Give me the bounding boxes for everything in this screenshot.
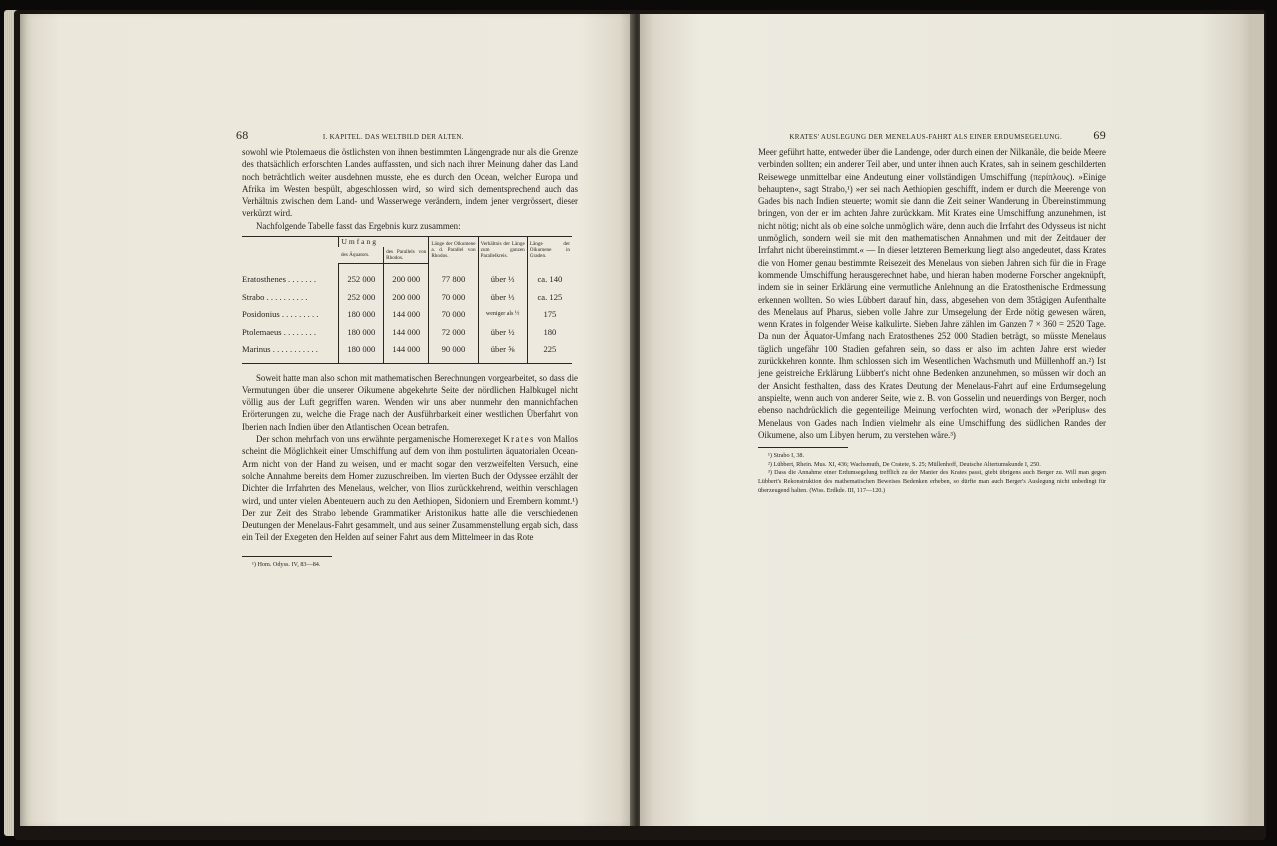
cell-laenge: 72 000 (429, 323, 478, 341)
cell-verhaeltnis: über ½ (478, 323, 527, 341)
cell-name: Ptolemaeus . . . . . . . . (242, 326, 316, 337)
footnote: ¹) Hom. Odyss. IV, 83—84. (252, 560, 321, 568)
cell-aequator: 180 000 (339, 323, 384, 341)
right-body-text (758, 146, 1106, 441)
cell-verhaeltnis: über ⅝ (478, 341, 527, 364)
cell-name: Eratosthenes . . . . . . . (242, 273, 316, 284)
table-row (242, 288, 572, 306)
right-page-content (758, 128, 1106, 495)
cell-rhodos: 144 000 (384, 341, 429, 364)
left-body-text (242, 146, 578, 544)
page-number-left: 68 (236, 128, 249, 142)
paragraph: Meer geführt hatte, entweder über die Landenge, oder durch einen der Nilkanäle, die beide Meere verbinden sollten; ein anderer Teil aber, und unter ihnen auch Krates, sah in seinem geschilderten Reisewege unmittelbar eine Andeutung einer vollständigen Umschiffung (περίπλους). »Einige behaupten«, sagt Strabo,¹) »er sei nach Aethiopien geschifft, indem er durch die Meerenge von Gades bis nach Indien steuerte; womit sie dann die Zeit seiner Wanderung in Übereinstimmung bringen, von der er im achten Jahre zurückkam. Mit Krates eine Umschiffung anzunehmen, ist nicht nötig; nicht als ob eine solche unmöglich wäre, denn auch die Irrfahrt des Odysseus ist nicht unmöglich, sondern weil sie mit den mathematischen Annahmen und mit der Zeitdauer der Irrfahrt nicht übereinstimmt.« — In dieser letzteren Bemerkung liegt also angedeutet, dass Krates die von Homer genau bestimmte Reisezeit des Menelaus von sieben Jahren sich für die in Frage kommende Umschiffung herausgerechnet habe, und hieran haben moderne Forscher angeknüpft, indem sie in seiner Erklärung eine vermutliche Anlehnung an die Eratosthenische Erdmessung erkennen wollten. So wies Lübbert darauf hin, dass, abgesehen von dem 35tägigen Aufenthalte des Menelaus auf Pharus, sieben volle Jahre zur Umsegelung der Erde nötig gewesen wären, wenn Krates in folgender Weise kalkulirte. Sieben Jahre zählen im Ganzen 7 × 360 = 2520 Tage. Da nun der Äquator-Umfang nach Eratosthenes 252 000 Stadien beträgt, so müsste Menelaus täglich ungefähr 100 Stadien gefahren sein, so dass er also im achten Jahre erst wieder zurückkehren konnte. Ihm schlossen sich im Wesentlichen Wachsmuth und Müllenhoff an.²) Ist jene geistreiche Erklärung Lübbert's nicht ohne Bedenken anzunehmen, so müssen wir doch an der Ansicht festhalten, dass des Krates Deutung der Menelaus-Fahrt auf eine Erdumsegelung anspielte, wenn auch von anderer Seite, wie z. B. von Gosselin und neuerdings von Berger, noch ebenso nachdrücklich die gegenteilige Meinung verfochten wird, wonach der »Periplus« des Menelaus von Gades nach Indien vielmehr als eine Umschiffung des südlichen Randes der Oikumene, also um Libyen herum, zu verstehen wäre.³) (758, 147, 1106, 440)
footnote: ³) Dass die Annahme einer Erdumsegelung trefflich zu der Manier des Krates passt, giebt übrigens auch Berger zu. Will man gegen Lübbert's Rekonstruktion des mathematischen Beweises Bedenken erheben, so dürfte man auch Berger's Auslegung nicht unbedingt für überzeugend halten. (Wiss. Erdkde. III, 117—120.) (758, 469, 1106, 494)
footnote-rule (758, 447, 848, 448)
table-row (242, 341, 572, 364)
table-row (242, 323, 572, 341)
cell-laenge: 70 000 (429, 288, 478, 306)
paragraph: Nachfolgende Tabelle fasst das Ergebnis kurz zusammen: (256, 220, 461, 231)
cell-aequator: 252 000 (339, 264, 384, 289)
header-verhaeltnis: Verhältnis der Länge zum ganzen Parallelkreis. (478, 237, 527, 264)
header-grade: Länge der Oikumene in Graden. (527, 237, 572, 264)
left-footnotes (242, 561, 578, 570)
cell-rhodos: 200 000 (384, 264, 429, 289)
cell-rhodos: 144 000 (384, 306, 429, 324)
cell-rhodos: 200 000 (384, 288, 429, 306)
footnote-rule (242, 556, 332, 557)
table-row (242, 306, 572, 324)
footnote: ¹) Strabo I, 38. (768, 452, 805, 460)
cell-aequator: 252 000 (339, 288, 384, 306)
header-laenge: Länge der Oikumene a. d. Parallel von Rhodos. (429, 237, 478, 264)
right-page (640, 14, 1252, 826)
right-running-head (758, 128, 1106, 146)
cell-grade: 180 (527, 323, 572, 341)
cell-grade: ca. 140 (527, 264, 572, 289)
cell-grade: ca. 125 (527, 288, 572, 306)
cell-laenge: 90 000 (429, 341, 478, 364)
cell-laenge: 70 000 (429, 306, 478, 324)
page-number-right: 69 (1093, 128, 1106, 142)
left-page (20, 14, 634, 826)
text-run: Der schon mehrfach von uns erwähnte pergamenische Homerexeget (256, 434, 504, 445)
cell-name: Strabo . . . . . . . . . . (242, 291, 308, 302)
text-run: von Mallos scheint die Möglichkeit einer Umschiffung auf dem von ihm postulirten äquatorialen Ocean-Arm nicht von der Hand zu weisen, und er macht sogar den verzweifelten Versuch, eine solche Annahme bereits dem Homer zuzuschreiben. Im vierten Buch der Odyssee erzählt der Dichter die Irrfahrten des Menelaus, welcher, von Ilios zurückkehrend, weithin verschlagen wird, und unter vielen Abenteuern auch zu den Aethiopen, Sidoniern und Erembern kommt.¹) Der zur Zeit des Strabo lebende Grammatiker Aristonikus hatte alle die verschiedenen Deutungen der Menelaus-Fahrt gesammelt, und aus seiner Zusammenstellung ergab sich, dass ein Teil der Exegeten den Helden auf seiner Fahrt aus dem Mittelmeer in das Rote (242, 434, 579, 543)
cell-grade: 225 (527, 341, 572, 364)
cell-verhaeltnis: über ⅓ (478, 288, 527, 306)
left-page-content (236, 128, 579, 569)
cell-verhaeltnis: weniger als ½ (478, 306, 527, 324)
cell-name: Marinus . . . . . . . . . . . (242, 341, 339, 364)
cell-grade: 175 (527, 306, 572, 324)
running-title-right: KRATES' AUSLEGUNG DER MENELAUS-FAHRT ALS EINER ERDUMSEGELUNG. (789, 133, 1063, 141)
paragraph: sowohl wie Ptolemaeus die östlichsten von ihnen bestimmten Längengrade nur als die Grenze des thatsächlich erforschten Landes auffassten, und sich nach ihrer Meinung daher das Land noch beträchtlich weiter ausdehnen musste, ehe es durch den Ocean, welcher Europa und Afrika im Westen bespült, abgeschlossen wird, so wird sich dementsprechend auch das Verhältnis zwischen dem Land- und Wasserwege verändern, indem jener vergrössert, dieser verkürzt wird. (242, 147, 578, 219)
cell-aequator: 180 000 (339, 306, 384, 324)
cell-aequator: 180 000 (339, 341, 384, 364)
cell-rhodos: 144 000 (384, 323, 429, 341)
right-footnotes (758, 452, 1106, 495)
cell-laenge: 77 800 (429, 264, 478, 289)
table-row (242, 264, 572, 289)
header-umfang: Umfang (339, 237, 429, 248)
header-aequator: des Äquators. (339, 247, 384, 264)
cell-verhaeltnis: über ⅓ (478, 264, 527, 289)
paragraph: Soweit hatte man also schon mit mathematischen Berechnungen vorgearbeitet, so dass die Vermutungen über die unserer Oikumene abgekehrte Seite der nördlichen Halbkugel nicht völlig aus der Luft gegriffen waren. Wenden wir uns aber nunmehr den mannichfachen Erörterungen zu, welche die Frage nach der Ausführbarkeit einer westlichen Überfahrt von Iberien nach Indien über den Atlantischen Ocean betrafen. (242, 372, 578, 432)
running-title-left: I. KAPITEL. DAS WELTBILD DER ALTEN. (322, 133, 464, 141)
circumference-table (242, 236, 572, 364)
book-page-edges-right (1250, 14, 1264, 826)
paragraph (242, 433, 578, 544)
name-krates: Krates (503, 434, 535, 445)
cell-name: Posidonius . . . . . . . . . (242, 309, 319, 320)
footnote: ²) Lübbert, Rhein. Mus. XI, 436; Wachsmuth, De Cratete, S. 25; Müllenhoff, Deutsche Altertumskunde I, 250. (768, 460, 1041, 468)
left-running-head (236, 128, 578, 146)
header-rhodos: des Parallels von Rhodos. (384, 247, 429, 264)
